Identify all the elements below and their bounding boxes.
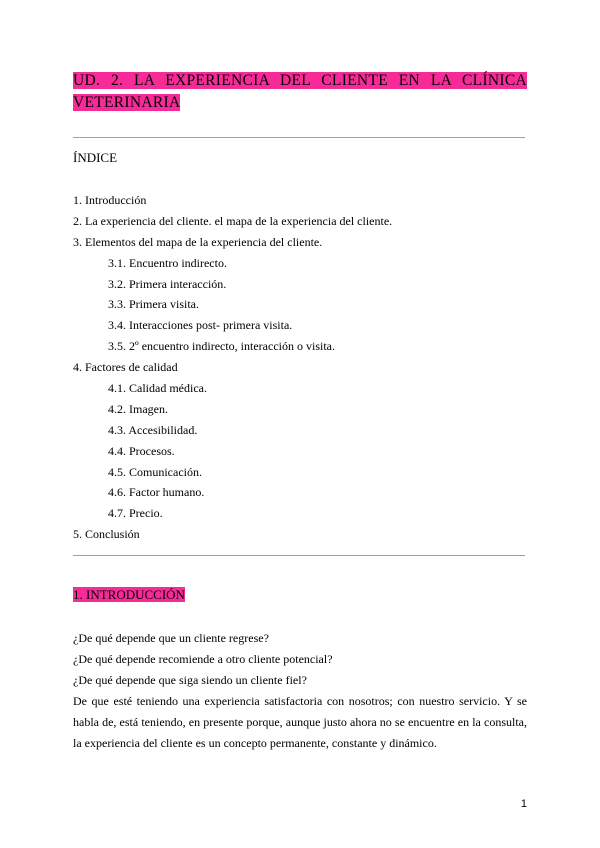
question-line: ¿De qué depende que siga siendo un cliente fiel? <box>73 673 307 687</box>
section-heading-highlight: 1. INTRODUCCIÓN <box>73 587 185 602</box>
horizontal-rule-top <box>73 137 525 138</box>
toc-item: 3. Elementos del mapa de la experiencia del cliente. <box>73 234 323 249</box>
question-line: ¿De qué depende recomiende a otro cliente potencial? <box>73 652 333 666</box>
toc-subitem: 4.1. Calidad médica. <box>108 381 207 396</box>
toc-subitem: 3.4. Interacciones post- primera visita. <box>108 318 293 333</box>
toc-item: 4. Factores de calidad <box>73 360 178 375</box>
toc-item: 5. Conclusión <box>73 527 140 542</box>
toc-subitem: 3.3. Primera visita. <box>108 297 199 312</box>
toc-subitem: 3.5. 2º encuentro indirecto, interacción o visita. <box>108 339 335 354</box>
index-heading: ÍNDICE <box>73 150 118 165</box>
question-line: ¿De qué depende que un cliente regrese? <box>73 631 269 645</box>
toc-subitem: 4.3. Accesibilidad. <box>108 422 198 437</box>
body-paragraph: De que esté teniendo una experiencia satisfactoria con nosotros; con nuestro servicio. Y se habla de, está teniendo, en presente porque, aunque justo ahora no se encuentre en la consulta, la experiencia del cliente es un concepto permanente, constante y dinámico. <box>73 694 527 750</box>
page-number: 1 <box>520 798 527 810</box>
toc-subitem: 4.5. Comunicación. <box>108 464 202 479</box>
toc-subitem: 4.2. Imagen. <box>108 401 168 416</box>
document-title <box>73 70 527 114</box>
toc-subitem: 4.7. Precio. <box>108 506 163 521</box>
introduction-body <box>73 628 527 754</box>
toc-item: 2. La experiencia del cliente. el mapa de la experiencia del cliente. <box>73 213 393 228</box>
toc-subitem: 3.2. Primera interacción. <box>108 276 227 291</box>
section-heading <box>73 586 185 604</box>
toc-subitem: 4.4. Procesos. <box>108 443 175 458</box>
table-of-contents <box>73 190 392 545</box>
horizontal-rule-bottom <box>73 555 525 556</box>
title-highlight: UD. 2. LA EXPERIENCIA DEL CLIENTE EN LA CLÍNICA VETERINARIA <box>73 72 527 111</box>
toc-subitem: 4.6. Factor humano. <box>108 485 205 500</box>
toc-item: 1. Introducción <box>73 193 147 207</box>
toc-subitem: 3.1. Encuentro indirecto. <box>108 255 227 270</box>
